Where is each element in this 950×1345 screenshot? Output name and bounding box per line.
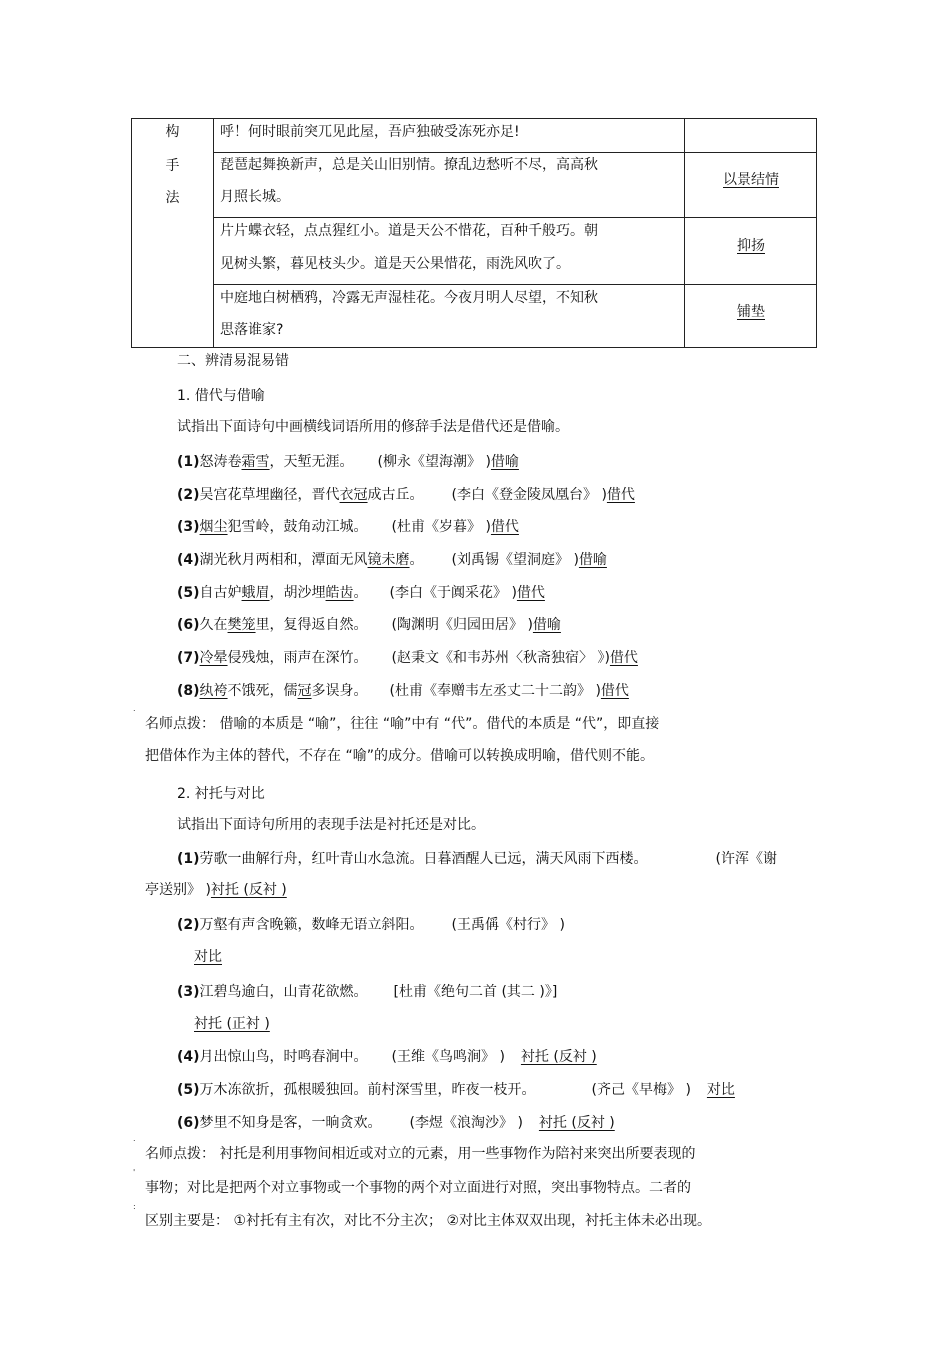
answer: 借代 [490, 519, 519, 535]
section-title: 二、辨清易混易错 [177, 353, 289, 369]
tip-text: 区别主要是： ①衬托有主有次，对比不分主次； ②对比主体双双出现，衬托主体未必出现。 [145, 1213, 711, 1229]
item-source: (王禹偁《村行》 ) [451, 917, 565, 933]
question-item [177, 680, 629, 700]
question-item [177, 1112, 615, 1132]
answer: 借代 [516, 585, 545, 601]
underlined-word: 衣冠 [339, 487, 368, 503]
item-number: (5) [177, 1082, 200, 1098]
answer: 借代 [600, 683, 629, 699]
item-text: 万木冻欲折，孤根暖独回。前村深雪里，昨夜一枝开。 [199, 1082, 536, 1098]
underlined-word: 蛾眉 [241, 585, 270, 601]
question-item [177, 549, 607, 569]
item-text: 多误身。 [311, 683, 368, 699]
answer-line [194, 1013, 270, 1033]
part-title: 1. 借代与借喻 [177, 388, 265, 404]
item-number: (4) [177, 552, 200, 568]
table-row-divider [213, 284, 816, 285]
tip-text: 事物；对比是把两个对立事物或一个事物的两个对立面进行对照，突出事物特点。二者的 [145, 1180, 691, 1196]
item-source: [杜甫《绝句二首 (其二 )》] [393, 984, 558, 1000]
item-number: (2) [177, 917, 200, 933]
item-text: 怒涛卷 [199, 454, 242, 470]
item-text: 成古丘。 [367, 487, 424, 503]
item-source: (李煜《浪淘沙》 ) [409, 1115, 523, 1131]
item-text: 不饿死，儒 [227, 683, 298, 699]
item-source: (柳永《望海潮》 ) [377, 454, 491, 470]
margin-mark: . [133, 1134, 136, 1143]
item-text: 江碧鸟逾白，山青花欲燃。 [199, 984, 368, 1000]
item-source: (李白《登金陵凤凰台》 ) [451, 487, 607, 503]
table-row-text: 思落谁家? [220, 322, 284, 338]
underlined-word: 樊笼 [227, 617, 256, 633]
item-number: (3) [177, 984, 200, 1000]
item-number: (8) [177, 683, 200, 699]
answer: 借喻 [490, 454, 519, 470]
table-divider [213, 119, 214, 347]
underlined-word: 冷晕 [199, 650, 228, 666]
table-row-text: 中庭地白树栖鸦，冷露无声湿桂花。今夜月明人尽望，不知秋 [220, 290, 598, 306]
item-number: (7) [177, 650, 200, 666]
answer: 衬托 (反衬 ) [520, 1049, 597, 1065]
side-label-char: 手 [165, 158, 180, 174]
item-text: 万壑有声含晚籁，数峰无语立斜阳。 [199, 917, 424, 933]
question-item [177, 914, 565, 934]
technique-table [131, 118, 817, 348]
answer-cell: 铺垫 [737, 304, 765, 320]
item-text: 。 [409, 552, 424, 568]
question-item [177, 614, 561, 634]
item-number: (6) [177, 617, 200, 633]
item-number: (1) [177, 851, 200, 867]
table-row-divider [213, 217, 816, 218]
item-source: (杜甫《岁暮》 ) [391, 519, 491, 535]
margin-mark: : [133, 1202, 136, 1211]
item-text: ，天堑无涯。 [269, 454, 354, 470]
item-number: (2) [177, 487, 200, 503]
item-text: 。 [353, 585, 368, 601]
answer-line [194, 946, 222, 966]
question-item [177, 848, 777, 868]
question-item-cont [145, 879, 287, 899]
question-item [177, 1046, 597, 1066]
item-source: (杜甫《奉赠韦左丞丈二十二韵》 ) [389, 683, 601, 699]
item-text: 劳歌一曲解行舟，红叶青山水急流。日暮酒醒人已远，满天风雨下西楼。 [199, 851, 648, 867]
margin-mark: . [133, 704, 136, 713]
answer: 借喻 [578, 552, 607, 568]
item-source: (齐己《早梅》 ) [591, 1082, 691, 1098]
underlined-word: 霜雪 [241, 454, 270, 470]
answer: 借代 [609, 650, 638, 666]
item-text: 吴宫花草埋幽径，晋代 [199, 487, 340, 503]
instruction: 试指出下面诗句所用的表现手法是衬托还是对比。 [177, 817, 485, 833]
question-item [177, 647, 638, 667]
item-text: 自古妒 [199, 585, 242, 601]
item-source: (李白《于阗采花》 ) [389, 585, 517, 601]
question-item [177, 1079, 735, 1099]
side-label-char: 构 [165, 124, 180, 140]
question-item [177, 582, 545, 602]
question-item [177, 484, 635, 504]
table-row-text: 片片蝶衣轻，点点猩红小。道是天公不惜花，百种千般巧。朝 [220, 223, 598, 239]
question-item [177, 451, 519, 471]
item-text: 侵残烛，雨声在深竹。 [227, 650, 368, 666]
item-text: ，胡沙埋 [269, 585, 326, 601]
tip-text: 名师点拨： 衬托是利用事物间相近或对立的元素，用一些事物作为陪衬来突出所要表现的 [145, 1146, 696, 1162]
item-text: 月出惊山鸟，时鸣春涧中。 [199, 1049, 368, 1065]
underlined-word: 烟尘 [199, 519, 228, 535]
answer: 衬托 (正衬 ) [194, 1016, 270, 1032]
answer: 借代 [606, 487, 635, 503]
table-row-divider [213, 152, 816, 153]
item-source: (许浑《谢 [715, 851, 778, 867]
table-row-text: 呼！何时眼前突兀见此屋，吾庐独破受冻死亦足! [220, 124, 520, 140]
item-number: (3) [177, 519, 200, 535]
side-label-char: 法 [165, 190, 180, 206]
item-source: (陶渊明《归园田居》 ) [391, 617, 533, 633]
item-number: (5) [177, 585, 200, 601]
answer: 衬托 (反衬 ) [538, 1115, 615, 1131]
answer: 衬托 (反衬 ) [210, 882, 287, 898]
item-number: (4) [177, 1049, 200, 1065]
tip-text: 把借体作为主体的替代，不存在 “喻”的成分。借喻可以转换成明喻，借代则不能。 [145, 748, 654, 764]
item-text: 梦里不知身是客，一晌贪欢。 [199, 1115, 382, 1131]
answer: 对比 [194, 949, 222, 965]
answer-cell: 以景结情 [723, 172, 779, 188]
underlined-word: 纨袴 [199, 683, 228, 699]
answer-cell: 抑扬 [737, 238, 765, 254]
item-text: 久在 [199, 617, 228, 633]
tip-text: 名师点拨： 借喻的本质是 “喻”，往往 “喻”中有 “代”。借代的本质是 “代”，即直接 [145, 716, 660, 732]
item-text: 里，复得返自然。 [255, 617, 368, 633]
item-number: (6) [177, 1115, 200, 1131]
underlined-word: 皓齿 [325, 585, 354, 601]
table-row-text: 琵琶起舞换新声，总是关山旧别情。撩乱边愁听不尽，高高秋 [220, 157, 598, 173]
item-source: 亭送别》 ) [145, 882, 211, 898]
item-number: (1) [177, 454, 200, 470]
item-text: 犯雪岭，鼓角动江城。 [227, 519, 368, 535]
item-source: (赵秉文《和韦苏州〈秋斋独宿〉 》) [391, 650, 610, 666]
table-row-text: 见树头繁，暮见枝头少。道是天公果惜花，雨洗风吹了。 [220, 256, 570, 272]
margin-mark: ' [133, 1168, 136, 1177]
part-title: 2. 衬托与对比 [177, 786, 265, 802]
answer: 借喻 [532, 617, 561, 633]
question-item [177, 516, 519, 536]
answer: 对比 [706, 1082, 735, 1098]
underlined-word: 冠 [297, 683, 312, 699]
item-text: 湖光秋月两相和，潭面无风 [199, 552, 368, 568]
underlined-word: 镜未磨 [367, 552, 410, 568]
instruction: 试指出下面诗句中画横线词语所用的修辞手法是借代还是借喻。 [177, 419, 569, 435]
question-item [177, 981, 557, 1001]
item-source: (王维《鸟鸣涧》 ) [391, 1049, 505, 1065]
table-row-text: 月照长城。 [220, 189, 290, 205]
item-source: (刘禹锡《望洞庭》 ) [451, 552, 579, 568]
